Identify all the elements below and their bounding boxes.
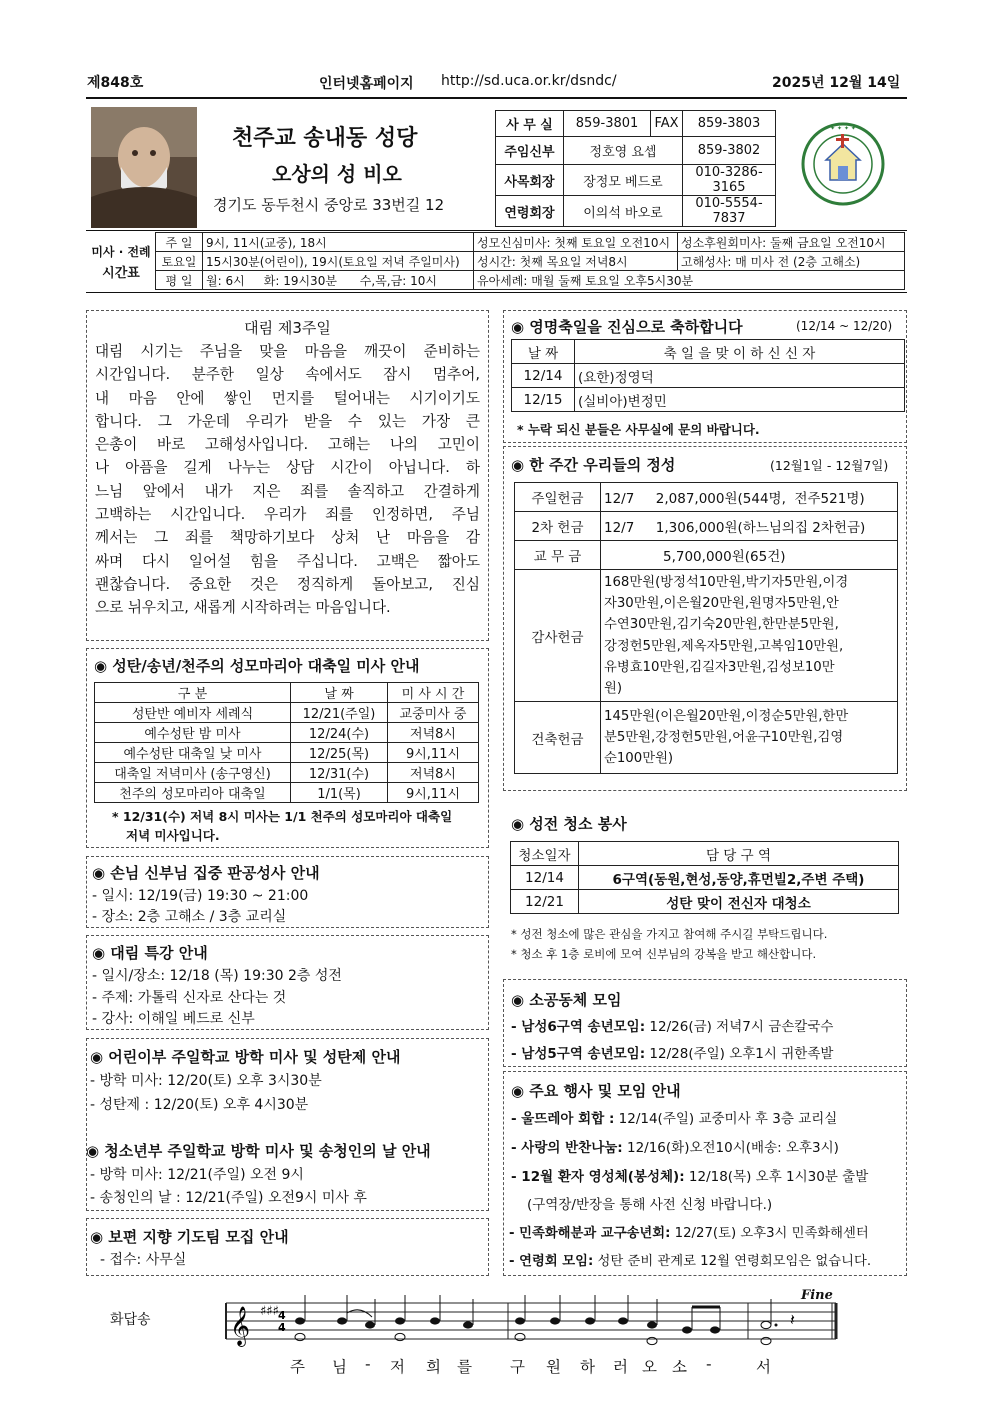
event-detail: 12/16(화)오전10시(배송: 오후3시) xyxy=(622,1140,839,1156)
community-line xyxy=(511,1015,833,1035)
community-group: - 남성6구역 송년모임: xyxy=(511,1019,646,1035)
mass-time: 15시30분(어린이), 19시(토요일 저녁 주일미사) xyxy=(203,252,474,271)
issue-number: 제848호 xyxy=(87,75,144,91)
advent-line: 대림 시기는 주님을 맞을 마음을 깨끗이 준비하는 xyxy=(95,343,480,360)
svg-text:𝄽: 𝄽 xyxy=(790,1310,795,1329)
community-line xyxy=(511,1042,833,1062)
advent-text xyxy=(95,340,480,620)
offering-label: 2차 헌금 xyxy=(515,512,601,541)
contact-funeral-label: 연령회장 xyxy=(496,196,564,227)
building-offering-detail xyxy=(601,702,898,774)
school-line: - 송청인의 날 : 12/21(주일) 오전9시 미사 후 xyxy=(90,1190,367,1206)
lyric-syllable: 저 xyxy=(390,1358,405,1376)
advent-line: 나 아픔을 길게 나누는 상담 시간이 아닙니다. 하 xyxy=(95,459,480,477)
school-title: ◉ 청소년부 주일학교 방학 미사 및 송청인의 날 안내 xyxy=(86,1142,431,1160)
events-title: ◉ 주요 행사 및 모임 안내 xyxy=(511,1082,681,1100)
psalm-staff xyxy=(220,1285,840,1355)
school-line: - 방학 미사: 12/20(토) 오후 3시30분 xyxy=(90,1073,322,1089)
christmas-cell: 1/1(목) xyxy=(291,783,388,803)
build-line: 145만원(이은월20만원,이정순5만원,한만 xyxy=(604,708,849,724)
confession-line: - 일시: 12/19(금) 19:30 ~ 21:00 xyxy=(92,888,309,904)
mass-note: 성시간: 첫째 목요일 저녁8시 xyxy=(474,252,678,271)
mass-day: 주 일 xyxy=(156,233,203,252)
mass-day: 평 일 xyxy=(156,271,203,290)
advent-line: 괜찮습니다. 중요한 것은 정직하게 돌아보고, 진심 xyxy=(95,575,480,593)
offering-title: ◉ 한 주간 우리들의 정성 xyxy=(511,456,676,474)
advent-line: 고백하는 시간입니다. 우리가 죄를 인정하면, 주님 xyxy=(95,506,480,524)
cleaning-cell: 성탄 맞이 전신자 대청소 xyxy=(579,890,899,914)
school-line: - 방학 미사: 12/21(주일) 오전 9시 xyxy=(90,1167,304,1183)
mass-time: 월: 6시 화: 19시30분 수,목,금: 10시 xyxy=(203,271,474,290)
school-line: - 성탄제 : 12/20(토) 오후 4시30분 xyxy=(90,1097,309,1113)
offering-value: 5,700,000원(65건) xyxy=(601,541,898,570)
lecture-line: - 주제: 가톨릭 신자로 산다는 것 xyxy=(92,990,287,1006)
contact-council-label: 사목회장 xyxy=(496,165,564,196)
school-title: ◉ 어린이부 주일학교 방학 미사 및 성탄제 안내 xyxy=(90,1048,401,1066)
lyric-syllable: 소 xyxy=(672,1358,687,1376)
event-detail: 성탄 준비 관계로 12월 연령회모임은 없습니다. xyxy=(593,1254,872,1269)
event-line xyxy=(511,1165,868,1185)
svg-text:♯♯♯: ♯♯♯ xyxy=(260,1304,279,1319)
advent-line: 께서는 그 죄를 책망하기보다 상처 난 마음을 감 xyxy=(95,529,480,547)
christmas-cell: 9시,11시 xyxy=(388,743,479,763)
cleaning-cell: 12/21 xyxy=(511,890,579,914)
lyric-syllable: 원 xyxy=(546,1358,561,1376)
saint-photo xyxy=(91,107,197,228)
lyric-syllable: - xyxy=(365,1355,371,1373)
advent-line: 싸며 다시 일어설 힘을 주십니다. 고백은 짧아도 xyxy=(95,552,480,570)
lyric-syllable: - xyxy=(706,1355,712,1373)
thanks-line: 원) xyxy=(604,681,623,697)
event-line: (구역장/반장을 통해 사전 신청 바랍니다.) xyxy=(527,1197,773,1213)
lecture-title: ◉ 대림 특강 안내 xyxy=(92,944,208,962)
feast-period: (12/14 ~ 12/20) xyxy=(796,319,893,333)
prayer-title: ◉ 보편 지향 기도팀 모집 안내 xyxy=(90,1228,289,1246)
feast-cell: (실비아)변정민 xyxy=(575,388,905,412)
thanks-line: 유병효10만원,김길자3만원,김성보10만 xyxy=(604,659,835,675)
header-rule xyxy=(86,97,907,99)
feast-col-header: 날 짜 xyxy=(512,340,575,364)
event-name: - 민족화해분과 교구송년회: xyxy=(509,1226,671,1241)
psalm-label: 화답송 xyxy=(110,1312,151,1328)
christmas-note: 저녁 미사입니다. xyxy=(126,828,220,843)
community-detail: 12/26(금) 저녁7시 금손칼국수 xyxy=(645,1019,834,1035)
feast-note: * 누락 되신 분들은 사무실에 문의 바랍니다. xyxy=(517,422,760,437)
feast-cell: 12/14 xyxy=(512,364,575,388)
event-detail: 12/18(목) 오후 1시30분 출발 xyxy=(684,1169,869,1185)
advent-title: 대림 제3주일 xyxy=(244,319,331,337)
mass-note: 성소후원회미사: 둘째 금요일 오전10시 xyxy=(678,233,905,252)
mass-label-2: 시간표 xyxy=(102,266,140,281)
mass-day: 토요일 xyxy=(156,252,203,271)
contacts-table xyxy=(495,110,776,227)
contact-fax-number: 859-3803 xyxy=(683,111,776,137)
event-name: - 사랑의 반찬나눔: xyxy=(511,1140,623,1156)
christmas-col-header: 날 짜 xyxy=(291,683,388,703)
feast-col-header: 축 일 을 맞 이 하 신 신 자 xyxy=(575,340,905,364)
community-detail: 12/28(주일) 오후1시 귀한족발 xyxy=(645,1046,834,1062)
cleaning-title: ◉ 성전 청소 봉사 xyxy=(511,815,627,833)
contact-council-name: 장정모 베드로 xyxy=(564,165,683,196)
christmas-cell: 9시,11시 xyxy=(388,783,479,803)
contact-fax-label: FAX xyxy=(651,111,683,137)
offering-label: 주일헌금 xyxy=(515,483,601,512)
cleaning-col-header: 청소일자 xyxy=(511,842,579,866)
lecture-line: - 일시/장소: 12/18 (목) 19:30 2층 성전 xyxy=(92,968,342,984)
contact-pastor-name: 정호영 요셉 xyxy=(564,137,683,165)
feast-cell: (요한)정영덕 xyxy=(575,364,905,388)
community-title: ◉ 소공동체 모임 xyxy=(511,991,622,1009)
mass-note: 고해성사: 매 미사 전 (2층 고해소) xyxy=(678,252,905,271)
offering-period: (12월1일 - 12월7일) xyxy=(770,458,889,473)
psalm-fine: Fine xyxy=(801,1288,833,1303)
homepage-url[interactable]: http://sd.uca.or.kr/dsndc/ xyxy=(441,73,617,89)
parish-address: 경기도 동두천시 중앙로 33번길 12 xyxy=(213,196,445,214)
christmas-cell: 저녁8시 xyxy=(388,763,479,783)
advent-line: 합니다. 그 가운데 우리가 받을 수 있는 가장 큰 xyxy=(95,412,480,430)
christmas-cell: 교중미사 중 xyxy=(388,703,479,723)
build-line: 순100만원) xyxy=(604,751,674,767)
parish-name: 천주교 송내동 성당 xyxy=(232,126,418,151)
christmas-cell: 12/31(수) xyxy=(291,763,388,783)
christmas-col-header: 미 사 시 간 xyxy=(388,683,479,703)
event-line xyxy=(509,1250,871,1269)
christmas-cell: 12/21(주일) xyxy=(291,703,388,723)
feast-table xyxy=(511,339,905,412)
christmas-title: ◉ 성탄/송년/천주의 성모마리아 대축일 미사 안내 xyxy=(94,657,420,675)
contact-council-phone: 010-3286-3165 xyxy=(683,165,776,196)
event-detail: 12/14(주일) 교중미사 후 3층 교리실 xyxy=(614,1111,838,1127)
christmas-note: * 12/31(수) 저녁 8시 미사는 1/1 천주의 성모마리아 대축일 xyxy=(112,809,453,824)
lyric-syllable: 주 xyxy=(290,1358,305,1376)
mass-note: 성모신심미사: 첫째 토요일 오전10시 xyxy=(474,233,678,252)
offering-label: 건축헌금 xyxy=(515,702,601,774)
parish-seal xyxy=(800,114,886,218)
lyric-syllable: 를 xyxy=(457,1358,472,1376)
feast-title: ◉ 영명축일을 진심으로 축하합니다 xyxy=(511,318,743,336)
cleaning-cell: 12/14 xyxy=(511,866,579,890)
lecture-line: - 강사: 이해일 베드로 신부 xyxy=(92,1011,255,1027)
offering-value: 12/7 1,306,000원(하느님의집 2차헌금) xyxy=(601,512,898,541)
offering-table xyxy=(514,482,898,774)
christmas-cell: 예수성탄 대축일 낮 미사 xyxy=(95,743,291,763)
confession-title: ◉ 손님 신부님 집중 판공성사 안내 xyxy=(92,864,320,882)
advent-line: 으로 뉘우치고, 새롭게 시작하려는 마음입니다. xyxy=(95,599,391,617)
prayer-line: - 접수: 사무실 xyxy=(100,1252,187,1268)
christmas-cell: 천주의 성모마리아 대축일 xyxy=(95,783,291,803)
svg-text:4: 4 xyxy=(278,1309,286,1322)
thanks-line: 168만원(방정석10만원,박기자5만원,이경 xyxy=(604,574,849,590)
event-line xyxy=(509,1222,869,1241)
lyric-syllable: 구 xyxy=(510,1358,525,1376)
event-line xyxy=(511,1107,837,1127)
cleaning-note: * 청소 후 1층 로비에 모여 신부님의 강복을 받고 해산합니다. xyxy=(511,947,817,961)
confession-line: - 장소: 2층 고해소 / 3층 교리실 xyxy=(92,909,287,925)
mass-time: 9시, 11시(교중), 18시 xyxy=(203,233,474,252)
christmas-cell: 12/25(목) xyxy=(291,743,388,763)
cleaning-cell: 6구역(동원,현성,동양,휴먼빌2,주변 주택) xyxy=(579,866,899,890)
contact-office-phone: 859-3801 xyxy=(564,111,651,137)
thanks-offering-detail xyxy=(601,570,898,702)
mass-bottom-rule xyxy=(86,292,907,293)
event-line xyxy=(511,1136,839,1156)
contact-pastor-phone: 859-3802 xyxy=(683,137,776,165)
advent-line: 은총이 바로 고해성사입니다. 고해는 나의 고민이 xyxy=(95,436,480,454)
lyric-syllable: 오 xyxy=(642,1358,657,1376)
christmas-cell: 대축일 저녁미사 (송구영신) xyxy=(95,763,291,783)
thanks-line: 강정헌5만원,제옥자5만원,고복임10만원, xyxy=(604,638,844,654)
thanks-line: 자30만원,이은월20만원,원명자5만원,안 xyxy=(604,595,839,611)
mass-label-1: 미사 · 전례 xyxy=(91,245,151,259)
thanks-line: 수연30만원,김기숙20만원,한만분5만원, xyxy=(604,617,839,633)
contact-funeral-name: 이의석 바오로 xyxy=(564,196,683,227)
offering-label: 감사헌금 xyxy=(515,570,601,702)
build-line: 분5만원,강정헌5만원,어윤구10만원,김영 xyxy=(604,729,844,745)
contact-office-label: 사 무 실 xyxy=(496,111,564,137)
contact-pastor-label: 주임신부 xyxy=(496,137,564,165)
bulletin-date: 2025년 12월 14일 xyxy=(772,75,901,91)
cleaning-note: * 성전 청소에 많은 관심을 가지고 참여해 주시길 부탁드립니다. xyxy=(511,927,828,941)
christmas-table xyxy=(94,682,479,803)
mass-top-rule xyxy=(86,230,907,231)
parish-patron: 오상의 성 비오 xyxy=(272,162,402,186)
lyric-syllable: 하 xyxy=(580,1358,595,1376)
event-name: - 12월 환자 영성체(봉성체): xyxy=(511,1169,685,1185)
cleaning-table xyxy=(510,841,899,914)
lyric-syllable: 러 xyxy=(613,1358,628,1376)
advent-line: 느님 앞에서 내가 지은 죄를 솔직하고 간결하게 xyxy=(95,482,480,500)
christmas-col-header: 구 분 xyxy=(95,683,291,703)
svg-text:✦ ✦ ✦ ✦: ✦ ✦ ✦ ✦ xyxy=(830,125,856,132)
advent-line: 내 마음 안에 쌓인 먼지를 털어내는 시기이기도 xyxy=(95,389,480,407)
feast-cell: 12/15 xyxy=(512,388,575,412)
christmas-cell: 저녁8시 xyxy=(388,723,479,743)
mass-note: 유아세례: 매월 둘째 토요일 오후5시30분 xyxy=(474,271,905,290)
lyric-syllable: 희 xyxy=(426,1358,441,1376)
christmas-cell: 예수성탄 밤 미사 xyxy=(95,723,291,743)
offering-label: 교 무 금 xyxy=(515,541,601,570)
mass-schedule-table xyxy=(155,232,905,290)
christmas-cell: 성탄반 예비자 세례식 xyxy=(95,703,291,723)
svg-text:4: 4 xyxy=(278,1321,286,1334)
contact-funeral-phone: 010-5554-7837 xyxy=(683,196,776,227)
lyric-syllable: 서 xyxy=(756,1358,771,1376)
community-group: - 남성5구역 송년모임: xyxy=(511,1046,646,1062)
svg-text:𝄞: 𝄞 xyxy=(230,1306,251,1346)
lyric-syllable: 님 xyxy=(332,1358,347,1376)
homepage-label: 인터넷홈페이지 xyxy=(319,76,414,92)
cleaning-col-header: 담 당 구 역 xyxy=(579,842,899,866)
offering-value: 12/7 2,087,000원(544명, 전주521명) xyxy=(601,483,898,512)
event-detail: 12/27(토) 오후3시 민족화해센터 xyxy=(670,1226,869,1241)
event-name: - 울뜨레아 회합 : xyxy=(511,1111,615,1127)
event-name: - 연령회 모임: xyxy=(509,1254,594,1269)
christmas-cell: 12/24(수) xyxy=(291,723,388,743)
advent-line: 시간입니다. 분주한 일상 속에서도 잠시 멈추어, xyxy=(95,366,480,384)
psalm-lyrics xyxy=(290,1355,790,1377)
